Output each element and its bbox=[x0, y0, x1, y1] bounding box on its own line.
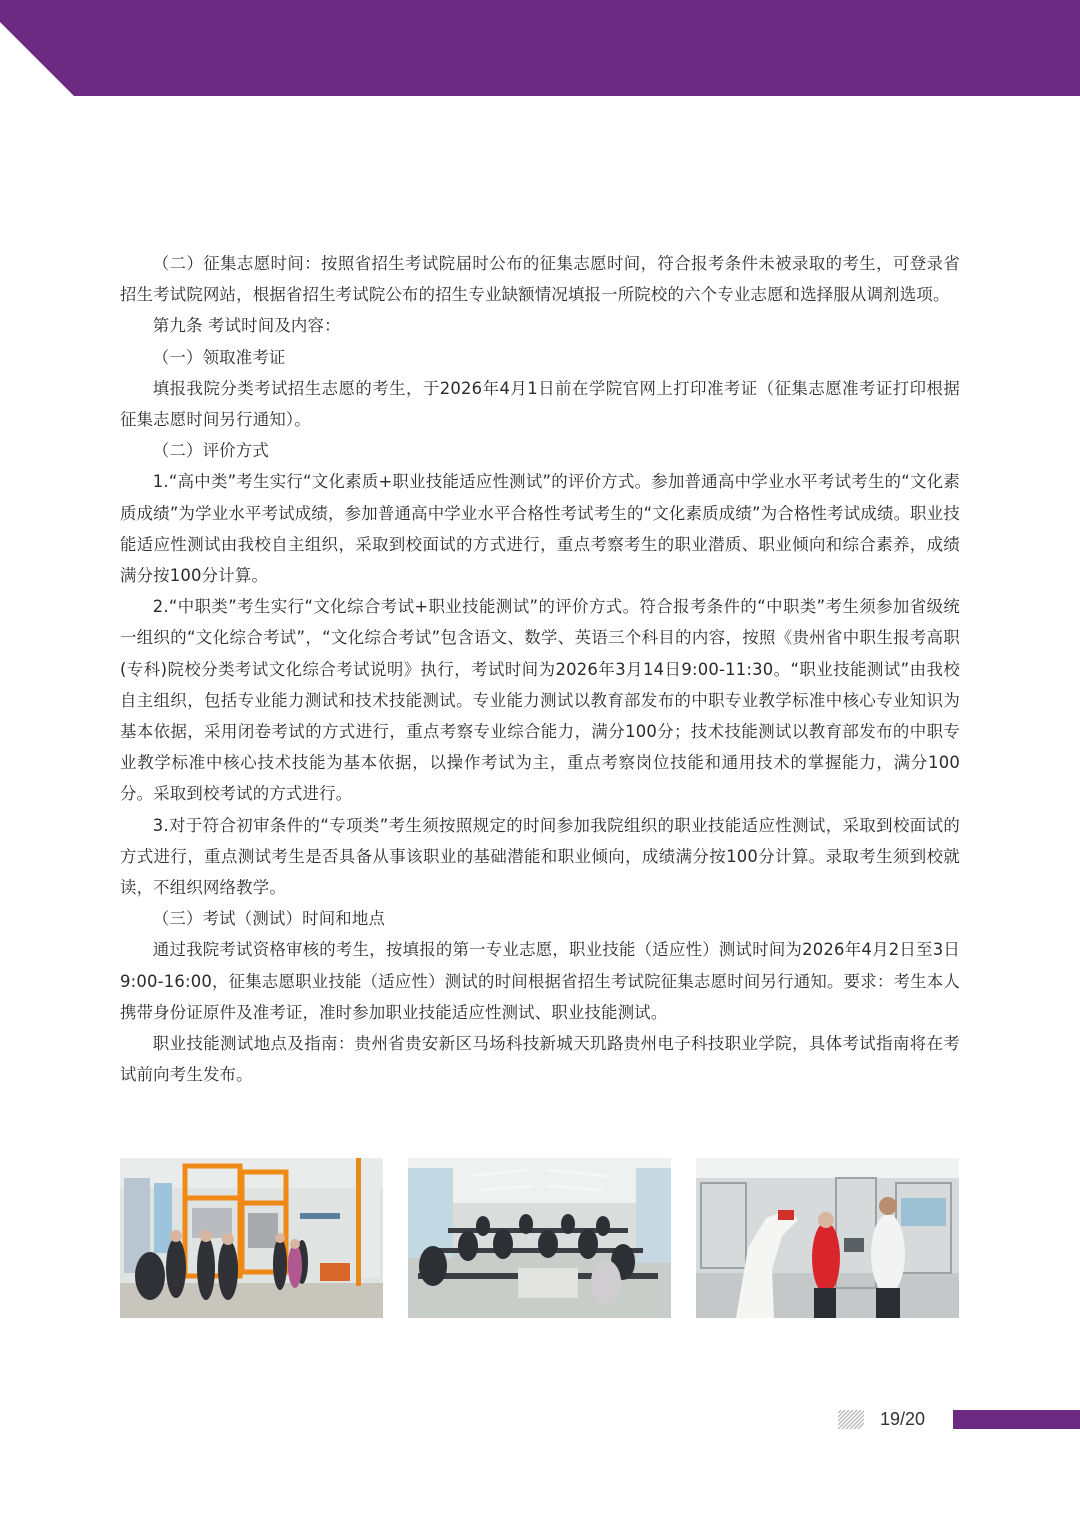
top-banner bbox=[0, 0, 1080, 96]
section-heading-evaluation: （二）评价方式 bbox=[152, 441, 269, 461]
paragraph-special-category: 3.对于符合初审条件的“专项类”考生须按照规定的时间参加我院组织的职业技能适应性测试，采取到校面试的方式进行，重点测试考生是否具备从事该职业的基础潜能和职业倾向，成绩满分按100分计算。录取考生须到校就读，不组织网络教学。 bbox=[120, 815, 960, 898]
footer-hatch-pattern bbox=[838, 1410, 864, 1429]
paragraph-test-time: 通过我院考试资格审核的考生，按填报的第一专业志愿，职业技能（适应性）测试时间为2026年4月2日至3日9:00-16:00，征集志愿职业技能（适应性）测试的时间根据省招生考试院征集志愿时间另行通知。要求：考生本人携带身份证原件及准考证，准时参加职业技能适应性测试、职业技能测试。 bbox=[120, 940, 960, 1022]
footer-accent-bar bbox=[953, 1410, 1080, 1429]
page-number: 19/20 bbox=[880, 1409, 926, 1429]
photo-row bbox=[120, 1158, 960, 1318]
paragraph-high-school-category: 1.“高中类”考生实行“文化素质+职业技能适应性测试”的评价方式。参加普通高中学业水平考试考生的“文化素质成绩”为学业水平考试成绩，参加普通高中学业水平合格性考试考生的“文化素质成绩”为合格性考试成绩。职业技能适应性测试由我校自主组织，采取到校面试的方式进行，重点考察考生的职业潜质、职业倾向和综合素养，成绩满分按100分计算。 bbox=[120, 472, 960, 586]
article-nine-heading: 第九条 考试时间及内容： bbox=[152, 316, 341, 336]
photo-training-lab bbox=[120, 1158, 383, 1318]
photo-robot-lab bbox=[696, 1158, 959, 1318]
paragraph-solicit-time: （二）征集志愿时间：按照省招生考试院届时公布的征集志愿时间，符合报考条件未被录取的考生，可登录省招生考试院网站，根据省招生考试院公布的招生专业缺额情况填报一所院校的六个专业志愿和选择服从调剂选项。 bbox=[120, 254, 960, 305]
section-heading-time-place: （三）考试（测试）时间和地点 bbox=[152, 909, 386, 929]
section-heading-admission-ticket: （一）领取准考证 bbox=[152, 347, 286, 367]
photo-computer-exam-room bbox=[408, 1158, 671, 1318]
paragraph-test-location: 职业技能测试地点及指南：贵州省贵安新区马场科技新城天玑路贵州电子科技职业学院，具体考试指南将在考试前向考生发布。 bbox=[120, 1034, 960, 1085]
paragraph-vocational-category: 2.“中职类”考生实行“文化综合考试+职业技能测试”的评价方式。符合报考条件的“中职类”考生须参加省级统一组织的“文化综合考试”，“文化综合考试”包含语文、数学、英语三个科目的内容，按照《贵州省中职生报考高职(专科)院校分类考试文化综合考试说明》执行，考试时间为2026年3月14日9:00-11:30。“职业技能测试”由我校自主组织，包括专业能力测试和技术技能测试。专业能力测试以教育部发布的中职专业教学标准中核心专业知识为基本依据，采用闭卷考试的方式进行，重点考察专业综合能力，满分100分；技术技能测试以教育部发布的中职专业教学标准中核心技术技能为基本依据，以操作考试为主，重点考察岗位技能和通用技术的掌握能力，满分100分。采取到校考试的方式进行。 bbox=[120, 597, 960, 804]
paragraph-admission-ticket: 填报我院分类考试招生志愿的考生，于2026年4月1日前在学院官网上打印准考证（征集志愿准考证打印根据征集志愿时间另行通知）。 bbox=[120, 378, 960, 430]
body-text bbox=[120, 248, 960, 1090]
